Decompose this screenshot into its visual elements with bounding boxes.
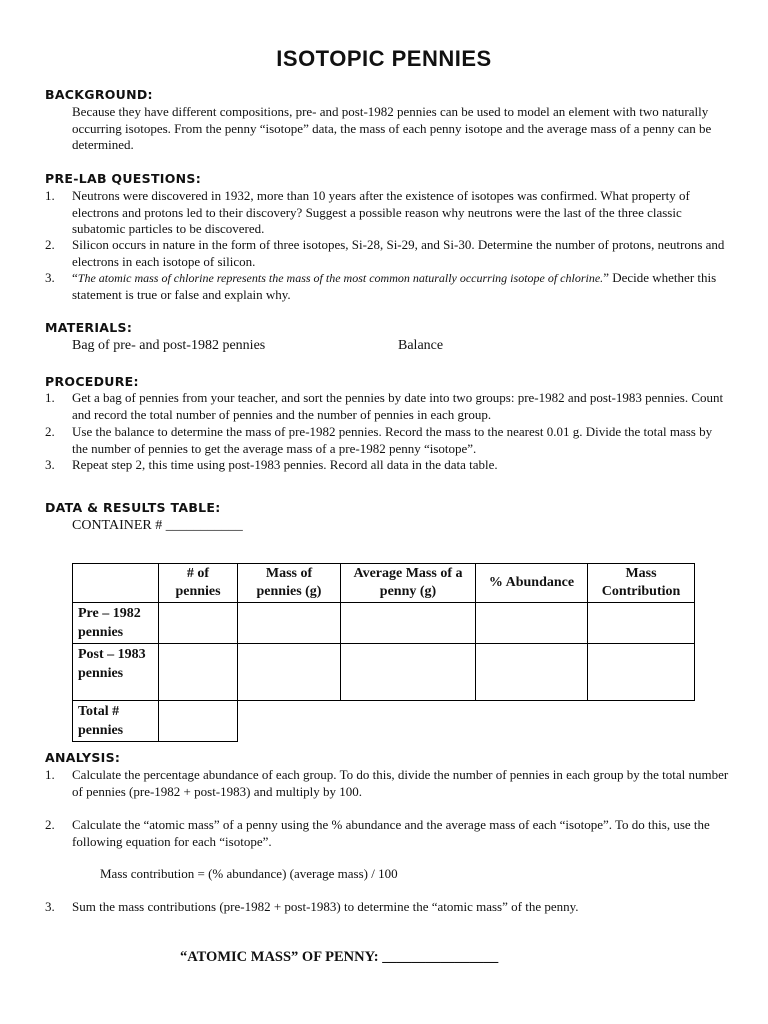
table-row — [73, 603, 695, 644]
analysis-item-number: 2. — [45, 817, 55, 832]
table-row — [73, 701, 695, 742]
data-cell[interactable] — [238, 603, 341, 644]
data-cell[interactable] — [159, 701, 238, 742]
material-item: Balance — [398, 338, 444, 353]
analysis-item-number: 1. — [45, 767, 55, 782]
column-header: Mass Contribution — [588, 564, 695, 603]
background-text: Because they have different compositions, pre- and post-1982 pennies can be used to model an element with two naturally occurring isotopes. From the penny “isotope” data, the mass of each penny isotope and the average mass of a penny can be determined. — [72, 104, 712, 152]
analysis-item-number: 3. — [45, 899, 55, 914]
atomic-mass-answer-line[interactable]: “ATOMIC MASS” OF PENNY: ________________ — [180, 949, 499, 965]
table-header-row — [73, 564, 695, 603]
procedure-item-text: Use the balance to determine the mass of pre-1982 pennies. Record the mass to the nearest 0.01 g. Divide the total mass by the number of pennies to get the average mass of a pre-1982 penny “isotope”. — [72, 424, 713, 456]
empty-space — [238, 701, 695, 742]
procedure-item-number: 1. — [45, 390, 55, 405]
analysis-item-text: Calculate the percentage abundance of each group. To do this, divide the number of pennies in each group by the total number of pennies (pre-1982 + post-1983) and multiply by 100. — [72, 767, 729, 799]
procedure-item-text: Get a bag of pennies from your teacher, and sort the pennies by date into two groups: pre-1982 and post-1983 pennies. Count and record the total number of pennies and the number of pennies in each group. — [72, 390, 724, 422]
row-label: Post – 1983 pennies — [73, 644, 159, 701]
mass-contribution-equation: Mass contribution = (% abundance) (average mass) / 100 — [100, 866, 398, 881]
analysis-item-text: Sum the mass contributions (pre-1982 + post-1983) to determine the “atomic mass” of the penny. — [72, 899, 579, 914]
procedure-item-3 — [45, 457, 730, 474]
data-cell[interactable] — [476, 644, 588, 701]
analysis-item-3 — [45, 899, 730, 916]
data-cell[interactable] — [341, 603, 476, 644]
row-label: Total # pennies — [73, 701, 159, 742]
prelab-item-text-wrap — [72, 270, 730, 303]
data-cell[interactable] — [159, 644, 238, 701]
container-number-field[interactable]: CONTAINER # ___________ — [72, 518, 243, 533]
chlorine-quote: The atomic mass of chlorine represents the mass of the most common naturally occurring isotope of chlorine. — [77, 271, 604, 285]
analysis-item-2 — [45, 817, 730, 850]
procedure-item-1 — [45, 390, 730, 423]
prelab-item-1 — [45, 188, 730, 238]
prelab-item-3 — [45, 270, 730, 303]
procedure-item-2 — [45, 424, 730, 457]
data-cell[interactable] — [159, 603, 238, 644]
column-header: # of pennies — [159, 564, 238, 603]
data-cell[interactable] — [476, 603, 588, 644]
material-item: Bag of pre- and post-1982 pennies — [72, 338, 266, 353]
quote-open-mark: “ — [72, 270, 78, 285]
data-cell[interactable] — [341, 644, 476, 701]
analysis-item-1 — [45, 767, 730, 800]
page-title: ISOTOPIC PENNIES — [276, 46, 492, 71]
prelab-item-text: Decide whether this statement is true or false and explain why. — [72, 270, 717, 302]
analysis-heading: ANALYSIS: — [45, 750, 121, 765]
prelab-item-2 — [45, 237, 730, 270]
prelab-item-number: 1. — [45, 188, 55, 203]
procedure-item-text: Repeat step 2, this time using post-1983 pennies. Record all data in the data table. — [72, 457, 498, 472]
column-header: Average Mass of a penny (g) — [341, 564, 476, 603]
data-table-heading: DATA & RESULTS TABLE: — [45, 500, 221, 515]
analysis-item-text: Calculate the “atomic mass” of a penny using the % abundance and the average mass of each “isotope”. To do this, use the following equation for each “isotope”. — [72, 817, 710, 849]
procedure-item-number: 2. — [45, 424, 55, 439]
quote-close-mark: ” — [603, 270, 609, 285]
data-cell[interactable] — [588, 644, 695, 701]
data-results-table — [72, 563, 695, 742]
data-cell[interactable] — [238, 644, 341, 701]
column-header: Mass of pennies (g) — [238, 564, 341, 603]
prelab-heading: PRE-LAB QUESTIONS: — [45, 171, 202, 186]
prelab-item-number: 2. — [45, 237, 55, 252]
prelab-item-number: 3. — [45, 270, 55, 285]
column-header: % Abundance — [476, 564, 588, 603]
background-heading: BACKGROUND: — [45, 87, 153, 102]
row-label: Pre – 1982 pennies — [73, 603, 159, 644]
table-corner-cell — [73, 564, 159, 603]
procedure-item-number: 3. — [45, 457, 55, 472]
procedure-heading: PROCEDURE: — [45, 374, 139, 389]
prelab-item-text: Neutrons were discovered in 1932, more than 10 years after the existence of isotopes was confirmed. What property of electrons and protons led to their discovery? Suggest a possible reason why neutrons were the last of the three classic subatomic particles to be discovered. — [72, 188, 690, 236]
prelab-item-text: Silicon occurs in nature in the form of three isotopes, Si-28, Si-29, and Si-30. Determine the number of protons, neutrons and electrons in each isotope of silicon. — [72, 237, 725, 269]
table-row — [73, 644, 695, 701]
data-cell[interactable] — [588, 603, 695, 644]
materials-heading: MATERIALS: — [45, 320, 133, 335]
